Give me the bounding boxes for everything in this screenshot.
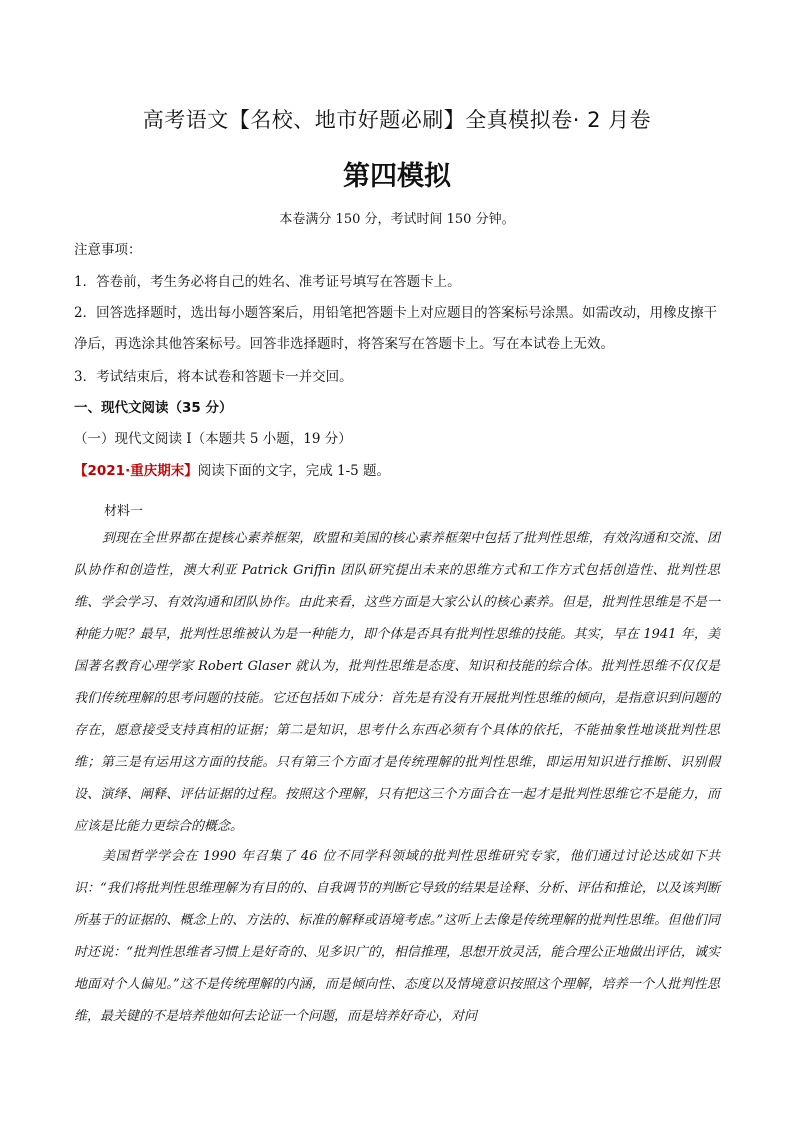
material-label: 材料一 xyxy=(104,504,144,519)
note-item: 1．答卷前，考生务必将自己的姓名、准考证号填写在答题卡上。 xyxy=(74,274,461,290)
exam-title: 高考语文【名校、地市好题必刷】全真模拟卷· 2 月卷 xyxy=(142,108,652,132)
note-item: 2．回答选择题时，选出每小题答案后，用铅笔把答题卡上对应题目的答案标号涂黑。如需改动，用橡皮擦干净后，再选涂其他答案标号。回答非选择题时，将答案写在答题卡上。写在本试卷上无效。 xyxy=(74,305,718,352)
section-title: 一、现代文阅读（35 分） xyxy=(74,400,233,416)
exam-subtitle: 第四模拟 xyxy=(343,161,451,192)
note-item: 3．考试结束后，将本试卷和答题卡一并交回。 xyxy=(74,369,353,385)
body-paragraph: 到现在全世界都在提核心素养框架，欧盟和美国的核心素养框架中包括了批判性思维，有效沟通和交流、团队协作和创造性，澳大利亚 Patrick Griffin 团队研究提出未来的思维方式和工作方式包括创造性、批判性思维、学会学习、有效沟通和团队协作。由此来看，这些方面是大家公认的核心素养。但是，批判性思维是不是一种能力呢？最早，批判性思维被认为是一种能力，即个体是否具有批判性思维的技能。其实，早在 1941 年，美国著名教育心理学家 Robert Glaser 就认为，批判性思维是态度、知识和技能的综合体。批判性思维不仅仅是我们传统理解的思考问题的技能。它还包括如下成分：首先是有没有开展批判性思维的倾向，是指意识到问题的存在，愿意接受支持真相的证据；第二是知识，思考什么东西必须有个具体的依托，不能抽象性地谈批判性思维；第三是有运用这方面的技能。只有第三个方面才是传统理解的批判性思维，即运用知识进行推断、识别假设、演绎、阐释、评估证据的过程。按照这个理解，只有把这三个方面合在一起才是批判性思维它不是能力，而应该是比能力更综合的概念。 xyxy=(74,531,720,834)
score-line: 本卷满分 150 分，考试时间 150 分钟。 xyxy=(279,212,515,227)
body-paragraph: 美国哲学学会在 1990 年召集了 46 位不同学科领域的批判性思维研究专家，他们通过讨论达成如下共识：“我们将批判性思维理解为有目的的、自我调节的判断它导致的结果是诠释、分析、评估和推论，以及该判断所基于的证据的、概念上的、方法的、标准的解释或语境考虑。”这听上去像是传统理解的批判性思维。但他们同时还说：“批判性思维者习惯上是好奇的、见多识广的，相信推理，思想开放灵活，能合理公正地做出评估，诚实地面对个人偏见。”这不是传统理解的内涵，而是倾向性、态度以及情境意识按照这个理解，培养一个人批判性思维，最关键的不是培养他如何去论证一个问题，而是培养好奇心，对问 xyxy=(74,849,720,1024)
instruction-text: 阅读下面的文字，完成 1-5 题。 xyxy=(197,463,391,479)
source-tag: 【2021·重庆期末】 xyxy=(74,463,198,479)
notes-heading: 注意事项： xyxy=(74,242,142,258)
source-line xyxy=(74,456,724,487)
subsection-title: （一）现代文阅读 I（本题共 5 小题，19 分） xyxy=(74,431,352,447)
